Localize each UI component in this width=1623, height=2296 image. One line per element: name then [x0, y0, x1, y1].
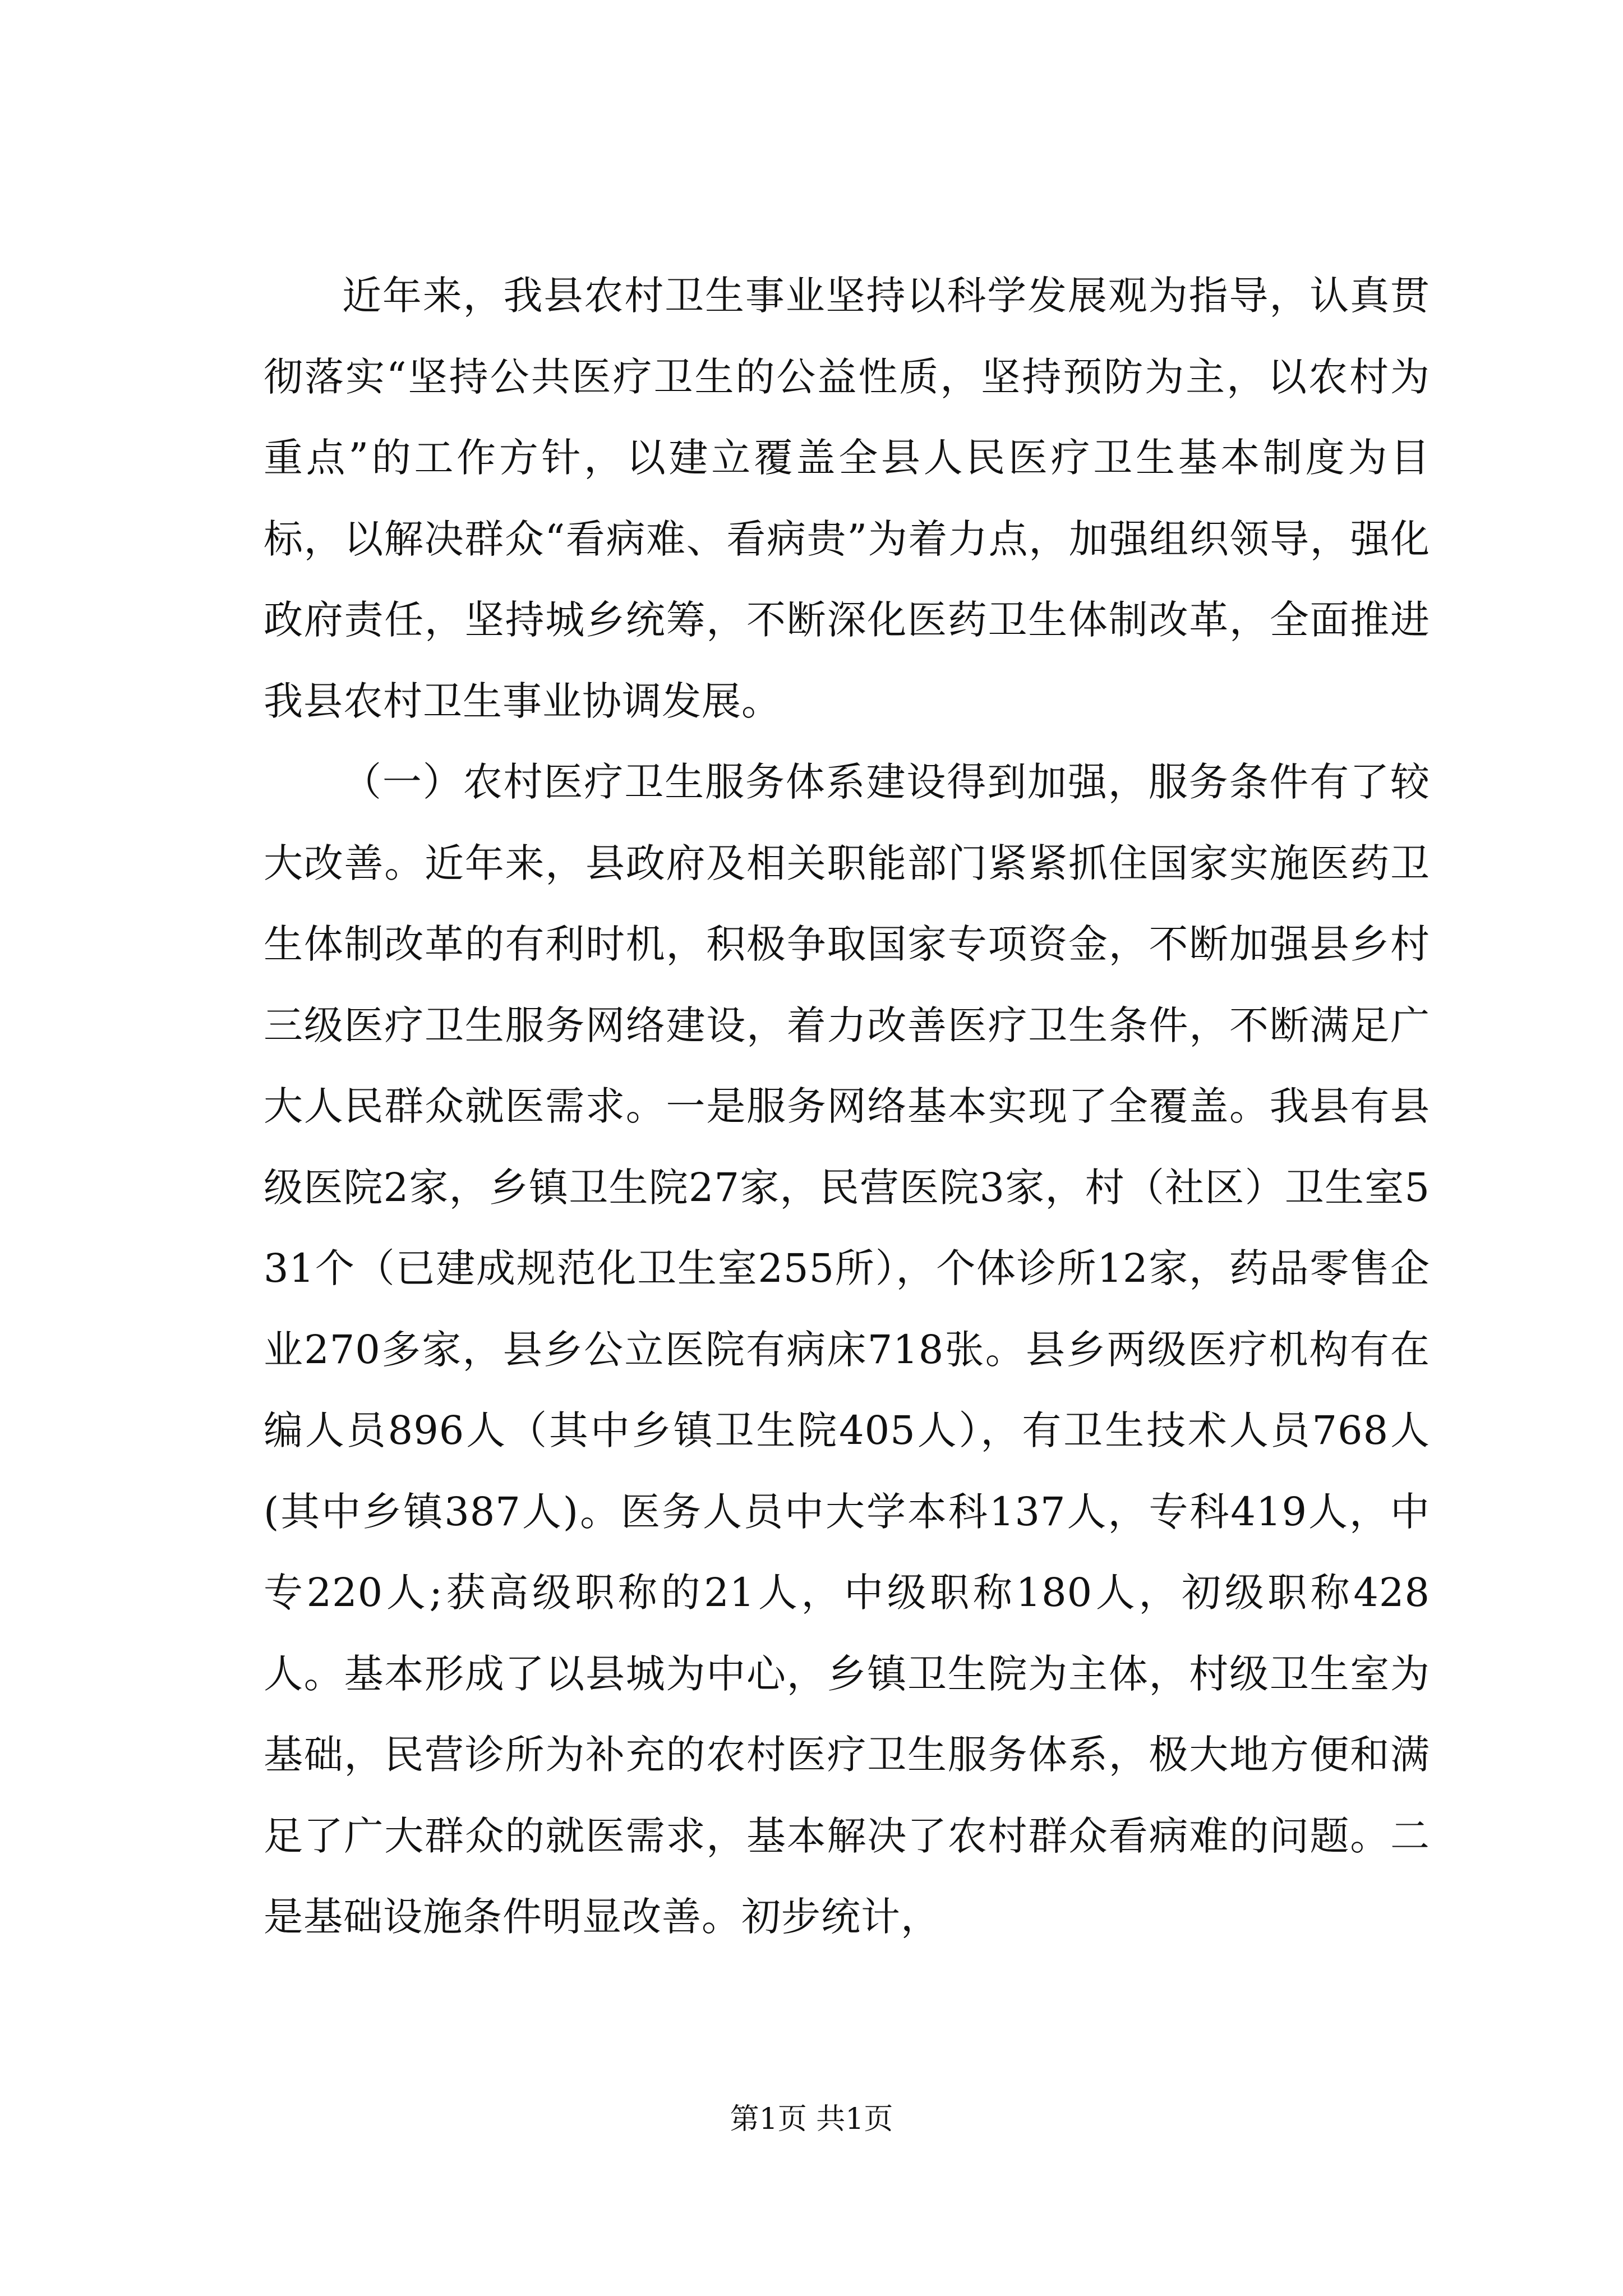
section-one-paragraph: （一）农村医疗卫生服务体系建设得到加强，服务条件有了较大改善。近年来，县政府及相关职能部门紧紧抓住国家实施医药卫生体制改革的有利时机，积极争取国家专项资金，不断加强县乡村三级医疗卫生服务网络建设，着力改善医疗卫生条件，不断满足广大人民群众就医需求。一是服务网络基本实现了全覆盖。我县有县级医院2家，乡镇卫生院27家，民营医院3家，村（社区）卫生室531个（已建成规范化卫生室255所），个体诊所12家，药品零售企业270多家，县乡公立医院有病床718张。县乡两级医疗机构有在编人员896人（其中乡镇卫生院405人），有卫生技术人员768人(其中乡镇387人)。医务人员中大学本科137人，专科419人，中专220人;获高级职称的21人，中级职称180人，初级职称428人。基本形成了以县城为中心，乡镇卫生院为主体，村级卫生室为基础，民营诊所为补充的农村医疗卫生服务体系，极大地方便和满足了广大群众的就医需求，基本解决了农村群众看病难的问题。二是基础设施条件明显改善。初步统计，: [264, 759, 1430, 1940]
page-footer: 第1页 共1页: [730, 2102, 893, 2136]
intro-paragraph: 近年来，我县农村卫生事业坚持以科学发展观为指导，认真贯彻落实“坚持公共医疗卫生的公益性质，坚持预防为主，以农村为重点”的工作方针，以建立覆盖全县人民医疗卫生基本制度为目标，以解决群众“看病难、看病贵”为着力点，加强组织领导，强化政府责任，坚持城乡统筹，不断深化医药卫生体制改革，全面推进我县农村卫生事业协调发展。: [264, 273, 1430, 724]
document-body: [264, 255, 1430, 1958]
